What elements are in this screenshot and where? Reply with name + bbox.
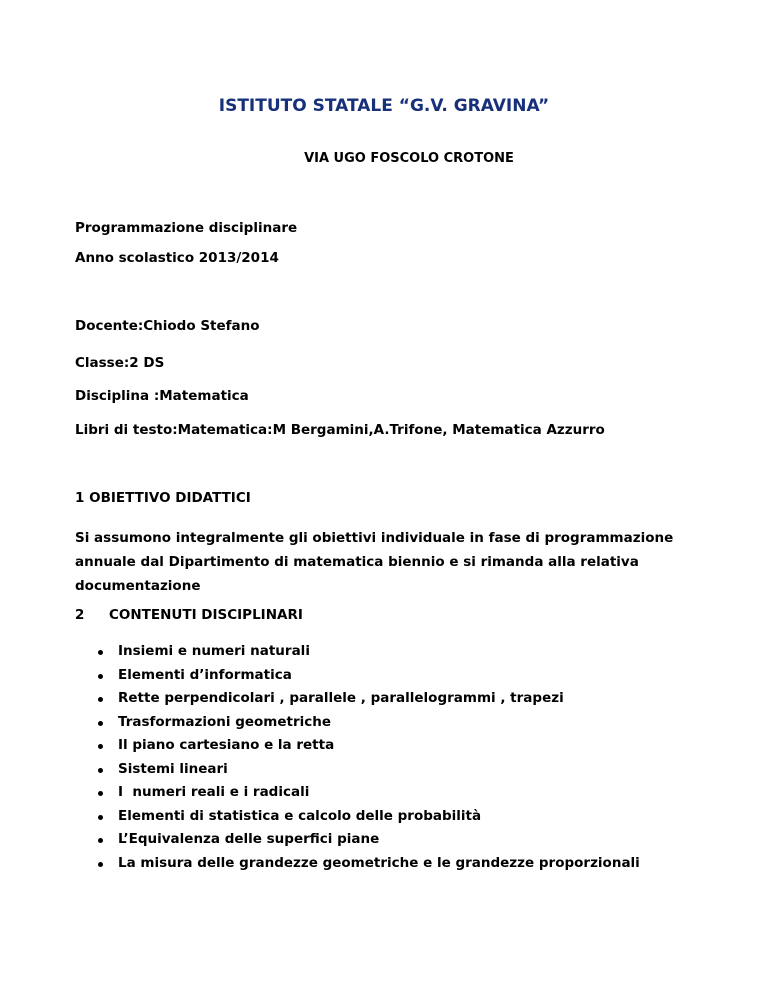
section-1-body: Si assumono integralmente gli obiettivi individuale in fase di programmazione annuale dal Dipartimento di matematica biennio e si rimanda alla relativa documentazione xyxy=(75,530,674,594)
list-item xyxy=(96,687,640,711)
bullet-icon xyxy=(98,744,103,749)
contenuti-list xyxy=(96,640,640,875)
section-2-title: CONTENUTI DISCIPLINARI xyxy=(109,607,303,623)
bullet-icon xyxy=(98,697,103,702)
list-item-text: La misura delle grandezze geometriche e le grandezze proporzionali xyxy=(118,854,640,871)
list-item xyxy=(96,734,640,758)
bullet-icon xyxy=(98,815,103,820)
list-item xyxy=(96,781,640,805)
list-item-text: Trasformazioni geometriche xyxy=(118,713,332,730)
list-item-text: I numeri reali e i radicali xyxy=(118,784,310,800)
libri-di-testo: Libri di testo:Matematica:M Bergamini,A.Trifone, Matematica Azzurro xyxy=(75,422,605,438)
list-item xyxy=(96,758,640,782)
bullet-icon xyxy=(98,721,103,726)
programmazione-label: Programmazione disciplinare xyxy=(75,220,298,236)
docente: Docente:Chiodo Stefano xyxy=(75,318,260,334)
list-item-text: Elementi d’informatica xyxy=(118,666,292,683)
disciplina: Disciplina :Matematica xyxy=(75,388,249,404)
bullet-icon xyxy=(98,862,103,867)
list-item-text: Elementi di statistica e calcolo delle probabilità xyxy=(118,807,482,824)
section-2-heading xyxy=(75,607,303,623)
anno-scolastico: Anno scolastico 2013/2014 xyxy=(75,250,279,266)
school-title: ISTITUTO STATALE “G.V. GRAVINA” xyxy=(218,96,550,116)
bullet-icon xyxy=(98,674,103,679)
bullet-icon xyxy=(98,650,103,655)
section-1-heading: 1 OBIETTIVO DIDATTICI xyxy=(75,490,251,506)
school-address: VIA UGO FOSCOLO CROTONE xyxy=(304,151,514,166)
bullet-icon xyxy=(98,791,103,796)
bullet-icon xyxy=(98,838,103,843)
list-item-text: Sistemi lineari xyxy=(118,760,228,777)
section-2-number: 2 xyxy=(75,607,85,623)
list-item-text: Rette perpendicolari , parallele , parallelogrammi , trapezi xyxy=(118,690,564,706)
list-item xyxy=(96,852,640,876)
list-item xyxy=(96,640,640,664)
list-item-text: Insiemi e numeri naturali xyxy=(118,643,310,659)
classe: Classe:2 DS xyxy=(75,355,165,371)
list-item xyxy=(96,828,640,852)
list-item-text: L’Equivalenza delle superfici piane xyxy=(118,831,380,847)
list-item xyxy=(96,664,640,688)
bullet-icon xyxy=(98,768,103,773)
list-item xyxy=(96,805,640,829)
list-item xyxy=(96,711,640,735)
list-item-text: Il piano cartesiano e la retta xyxy=(118,737,335,753)
